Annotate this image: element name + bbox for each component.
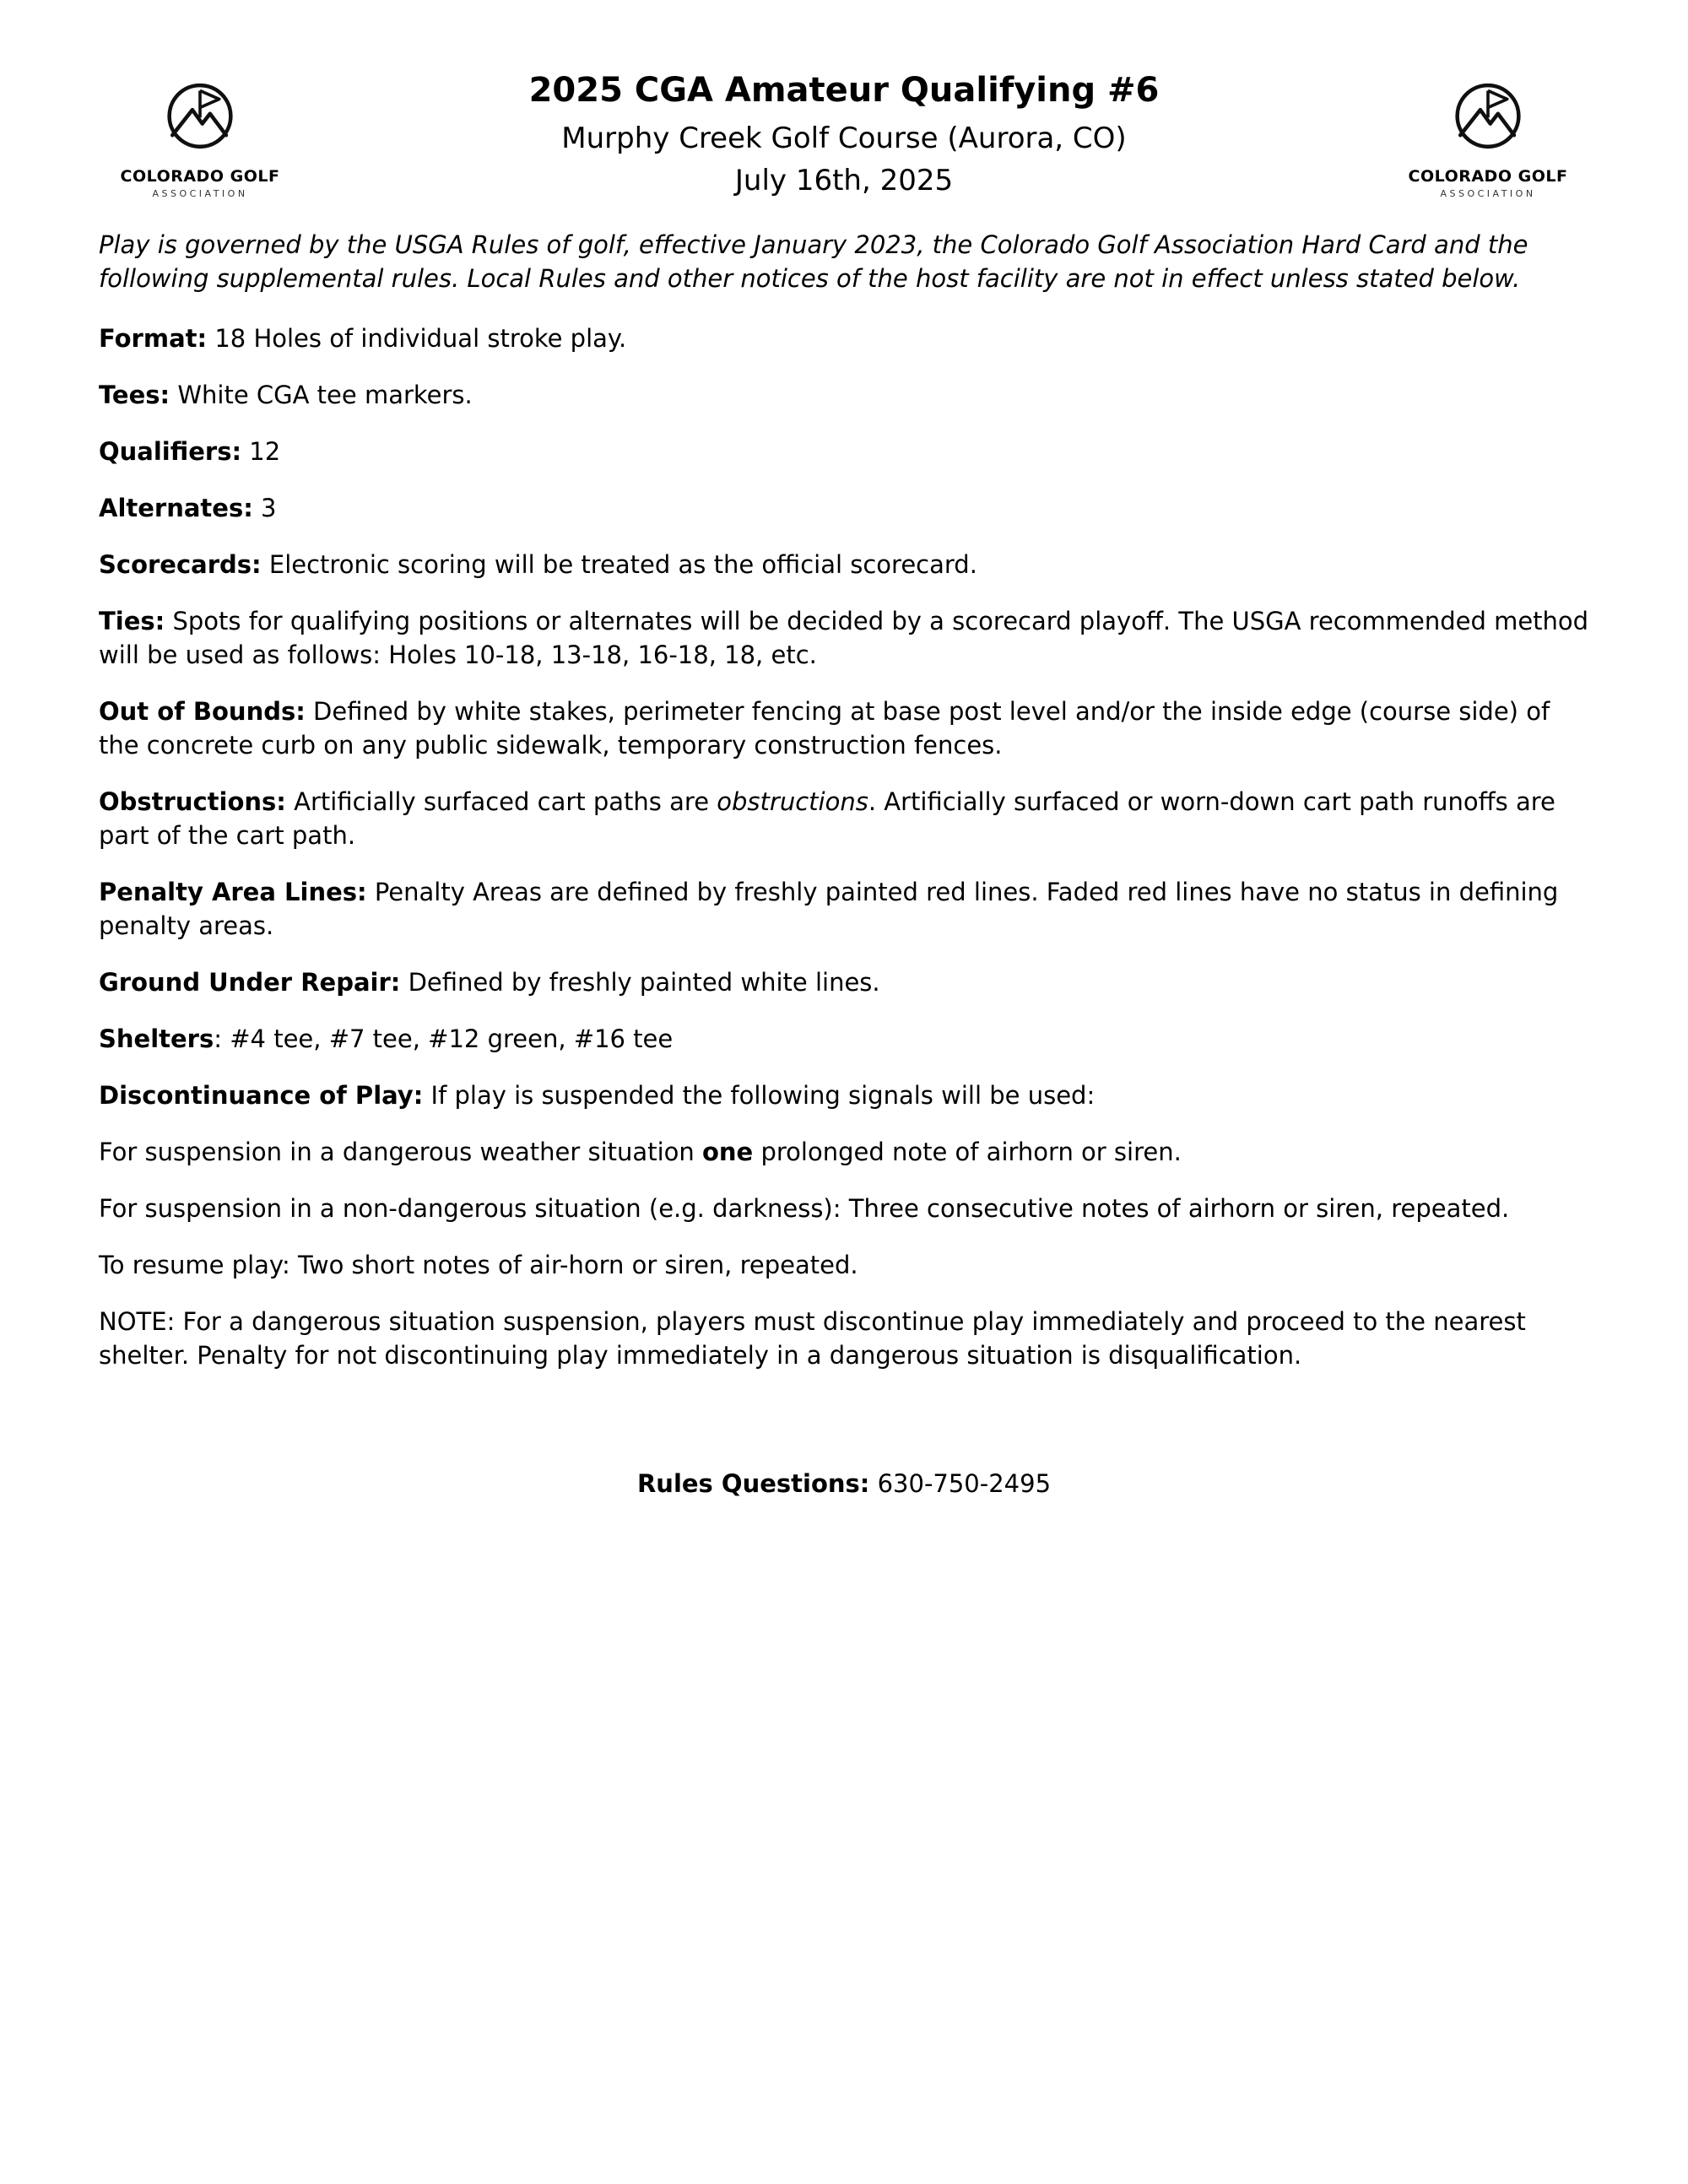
rule-alternates-label: Alternates:: [99, 494, 253, 522]
rule-tees: [99, 378, 1589, 412]
rule-ties-text: Spots for qualifying positions or alternates will be decided by a scorecard playoff. The USGA recommended method will be used as follows: Holes 10-18, 13-18, 16-18, 18, etc.: [99, 607, 1589, 669]
rule-tees-text: White CGA tee markers.: [170, 381, 473, 409]
rule-out-of-bounds-label: Out of Bounds:: [99, 697, 306, 726]
resume-play-paragraph: To resume play: Two short notes of air-horn or siren, repeated.: [99, 1251, 858, 1279]
cga-flag-mountain-icon: [1446, 78, 1530, 162]
rule-discontinuance: [99, 1078, 1589, 1112]
suspension-dangerous-emphasis: one: [701, 1138, 754, 1166]
governing-rules-intro: Play is governed by the USGA Rules of golf, effective January 2023, the Colorado Golf Association Hard Card and the following supplemental rules. Local Rules and other notices of the host facility are not in effect unless stated below.: [99, 230, 1528, 293]
rule-obstructions-label: Obstructions:: [99, 787, 286, 816]
rule-alternates: [99, 491, 1589, 525]
page-title: 2025 CGA Amateur Qualifying #6: [528, 71, 1160, 110]
rule-shelters-label: Shelters: [99, 1024, 214, 1053]
rule-format-text: 18 Holes of individual stroke play.: [207, 324, 627, 353]
suspension-dangerous-text-2: prolonged note of airhorn or siren.: [753, 1138, 1182, 1166]
rules-questions-line: [99, 1467, 1589, 1500]
rule-obstructions-text-2: . Artificially surfaced or worn-down cart path runoffs are part of the cart path.: [99, 787, 1555, 850]
rule-penalty-area-lines: [99, 875, 1589, 943]
rule-penalty-area-lines-label: Penalty Area Lines:: [99, 878, 367, 906]
rule-shelters-text: : #4 tee, #7 tee, #12 green, #16 tee: [214, 1024, 674, 1053]
rule-scorecards: [99, 548, 1589, 581]
rule-ground-under-repair-text: Defined by freshly painted white lines.: [400, 968, 880, 997]
rule-ground-under-repair: [99, 965, 1589, 999]
rule-out-of-bounds: [99, 695, 1589, 762]
rule-discontinuance-label: Discontinuance of Play:: [99, 1081, 424, 1110]
event-date: July 16th, 2025: [734, 164, 954, 197]
rule-qualifiers-label: Qualifiers:: [99, 437, 242, 466]
suspension-dangerous-paragraph: [99, 1135, 1589, 1169]
rule-qualifiers: [99, 435, 1589, 468]
rule-alternates-text: 3: [252, 494, 277, 522]
rule-scorecards-text: Electronic scoring will be treated as the official scorecard.: [261, 550, 977, 579]
note-paragraph: NOTE: For a dangerous situation suspension, players must discontinue play immediately and proceed to the nearest shelter. Penalty for not discontinuing play immediately in a dangerous situation is disqualification.: [99, 1307, 1526, 1370]
rule-obstructions-text-1: Artificially surfaced cart paths are: [285, 787, 717, 816]
document-header: [99, 66, 1589, 199]
rule-penalty-area-lines-text: Penalty Areas are defined by freshly painted red lines. Faded red lines have no status in defining penalty areas.: [99, 878, 1559, 940]
rules-questions-phone: 630-750-2495: [869, 1469, 1052, 1498]
course-name: Murphy Creek Golf Course (Aurora, CO): [561, 122, 1127, 155]
rule-obstructions-emphasis: obstructions: [717, 787, 868, 816]
logo-org-subname: ASSOCIATION: [152, 188, 248, 199]
suspension-non-dangerous-paragraph: For suspension in a non-dangerous situation (e.g. darkness): Three consecutive notes of airhorn or siren, repeated.: [99, 1194, 1510, 1223]
rules-questions-label: Rules Questions:: [636, 1469, 870, 1498]
rule-ties: [99, 604, 1589, 672]
title-block: [301, 66, 1387, 197]
cga-logo-right: [1387, 66, 1589, 199]
cga-logo-left: [99, 66, 301, 199]
rule-tees-label: Tees:: [99, 381, 170, 409]
logo-org-name: COLORADO GOLF: [120, 167, 280, 186]
rules-content: [99, 228, 1589, 1372]
rule-ties-label: Ties:: [99, 607, 165, 635]
logo-org-subname: ASSOCIATION: [1440, 188, 1536, 199]
rule-obstructions: [99, 785, 1589, 852]
suspension-dangerous-text-1: For suspension in a dangerous weather situation: [99, 1138, 702, 1166]
rule-shelters: [99, 1022, 1589, 1056]
rule-ground-under-repair-label: Ground Under Repair:: [99, 968, 401, 997]
rule-discontinuance-text: If play is suspended the following signals will be used:: [423, 1081, 1096, 1110]
cga-flag-mountain-icon: [158, 78, 242, 162]
rule-out-of-bounds-text: Defined by white stakes, perimeter fencing at base post level and/or the inside edge (course side) of the concrete curb on any public sidewalk, temporary construction fences.: [99, 697, 1550, 760]
logo-org-name: COLORADO GOLF: [1408, 167, 1568, 186]
rule-scorecards-label: Scorecards:: [99, 550, 262, 579]
rule-format: [99, 322, 1589, 355]
rule-format-label: Format:: [99, 324, 208, 353]
rule-qualifiers-text: 12: [241, 437, 281, 466]
